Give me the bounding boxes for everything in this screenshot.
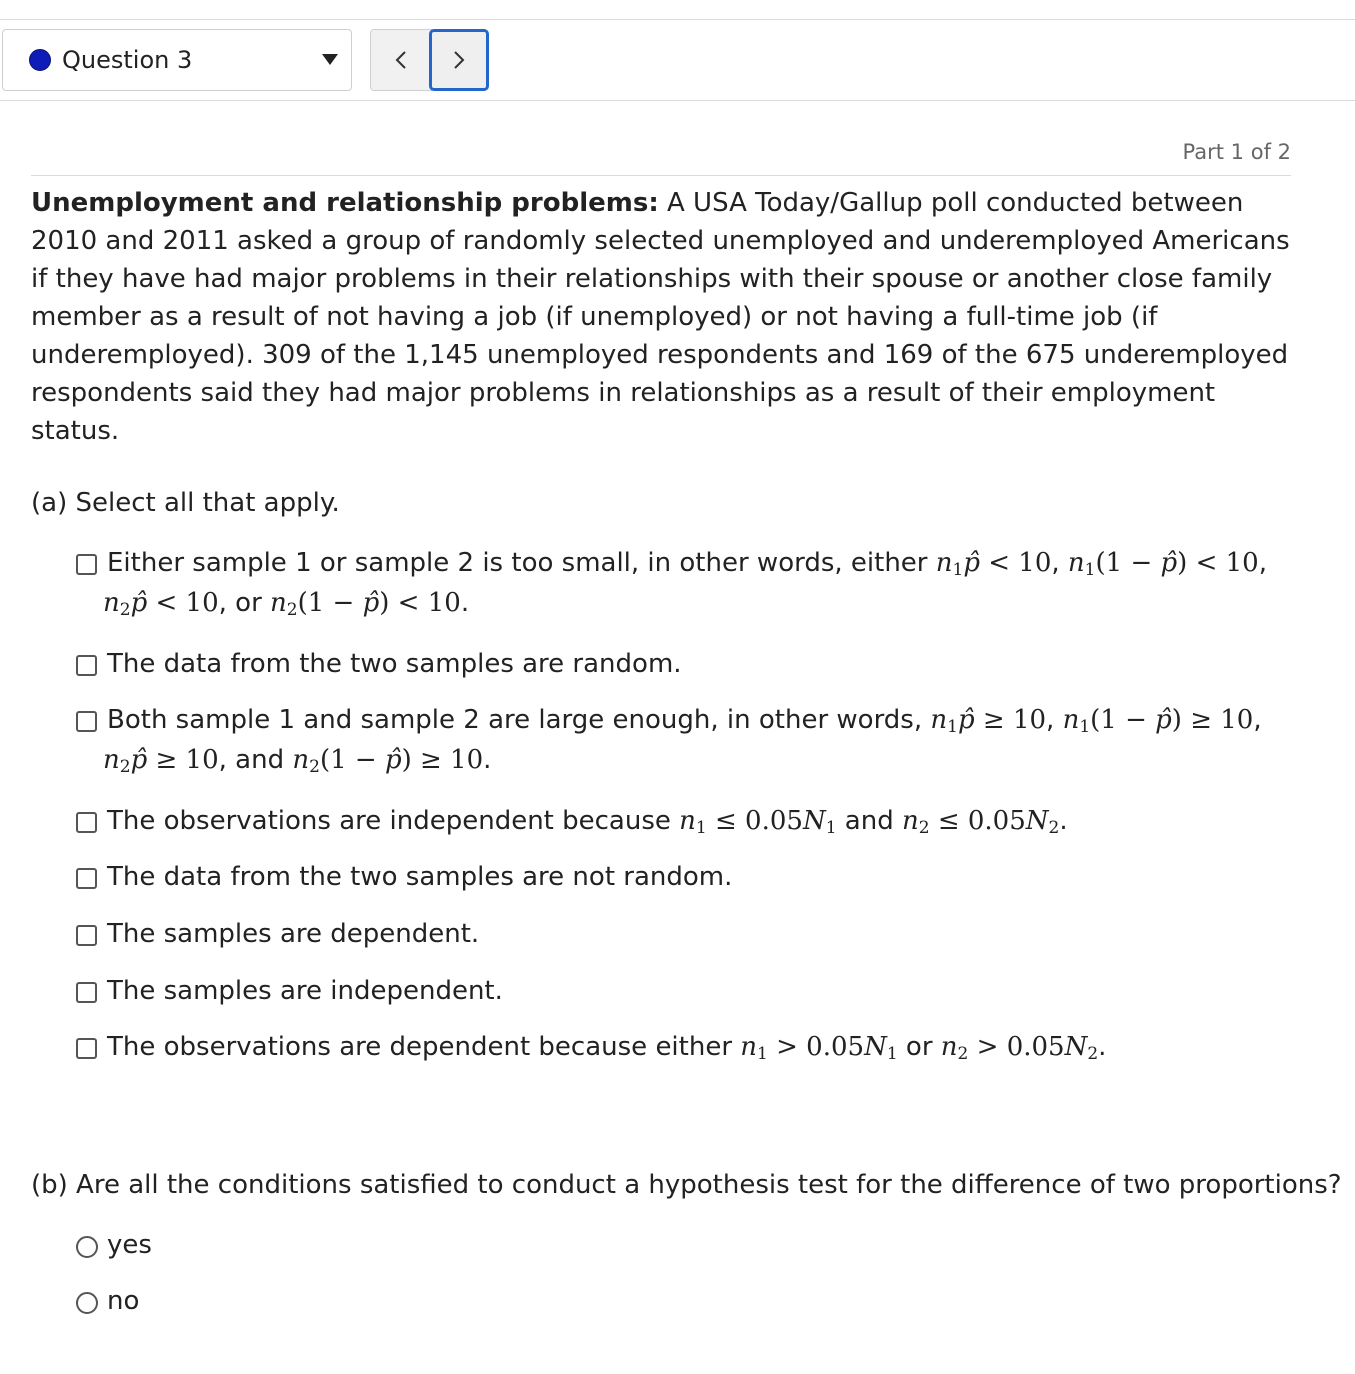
caret-down-icon — [322, 54, 338, 65]
previous-question-button[interactable] — [370, 29, 432, 91]
option-2-label: The data from the two samples are random. — [107, 649, 682, 679]
checkbox-4[interactable] — [76, 812, 97, 833]
question-label: Question 3 — [62, 46, 193, 74]
checkbox-7[interactable] — [76, 982, 97, 1003]
chevron-right-icon — [452, 50, 466, 70]
part-b-prompt: (b) Are all the conditions satisfied to conduct a hypothesis test for the difference of two proportions? — [31, 1170, 1342, 1200]
part-divider — [31, 175, 1291, 176]
radio-no[interactable] — [76, 1292, 98, 1314]
option-5-label: The data from the two samples are not random. — [107, 862, 733, 892]
radio-no-label: no — [107, 1286, 140, 1316]
part-a-prompt: (a) Select all that apply. — [31, 488, 340, 518]
next-question-button[interactable] — [429, 29, 489, 91]
stem-body: A USA Today/Gallup poll conducted between 2010 and 2011 asked a group of randomly selected unemployed and underemployed Americans if they have had major problems in their relationships with their spouse or another close family member as a result of not having a job (if unemployed) or not having a full-time job (if underemployed). 309 of the 1,145 unemployed respondents and 169 of the 675 underemployed respondents said they had major problems in relationships as a result of their employment status. — [31, 188, 1290, 446]
option-6-label: The samples are dependent. — [107, 919, 480, 949]
stem-title: Unemployment and relationship problems: — [31, 188, 659, 218]
nav-divider — [0, 100, 1355, 101]
part-indicator: Part 1 of 2 — [1182, 140, 1291, 164]
option-8-rendered: The observations are dependent because either $n_1 > 0.05N_1$ or $n_2 > 0.05N_2$. — [107, 1032, 1107, 1064]
option-4-rendered: The observations are independent because $n_1 \le 0.05N_1$ and $n_2 \le 0.05N_2$. — [107, 806, 1068, 838]
option-3-rendered-line2: $n_2p̂ \ge 10$, and $n_2(1$ − p̂) ≥ 10. — [103, 745, 492, 777]
question-selector[interactable] — [2, 29, 352, 91]
checkbox-6[interactable] — [76, 925, 97, 946]
checkbox-1[interactable] — [76, 554, 97, 575]
checkbox-8[interactable] — [76, 1038, 97, 1059]
checkbox-3[interactable] — [76, 711, 97, 732]
checkbox-5[interactable] — [76, 868, 97, 889]
option-7-label: The samples are independent. — [107, 976, 503, 1006]
radio-yes[interactable] — [76, 1236, 98, 1258]
option-3-rendered: Both sample 1 and sample 2 are large enough, in other words, $n_1p̂ \ge 10$, $n_1(1$ − p̂) ≥ 10, — [107, 705, 1262, 737]
question-status-dot-icon — [29, 49, 51, 71]
option-1-rendered-line2: $n_2p̂ < 10$, or $n_2(1$ − p̂) < 10. — [103, 588, 470, 620]
radio-yes-label: yes — [107, 1230, 152, 1260]
option-1-rendered: Either sample 1 or sample 2 is too small, in other words, either $n_1p̂ < 10$, $n_1(1$ − p̂) < 10, — [107, 548, 1267, 580]
chevron-left-icon — [394, 50, 408, 70]
top-divider — [0, 19, 1355, 20]
question-stem — [31, 184, 1301, 450]
checkbox-2[interactable] — [76, 655, 97, 676]
